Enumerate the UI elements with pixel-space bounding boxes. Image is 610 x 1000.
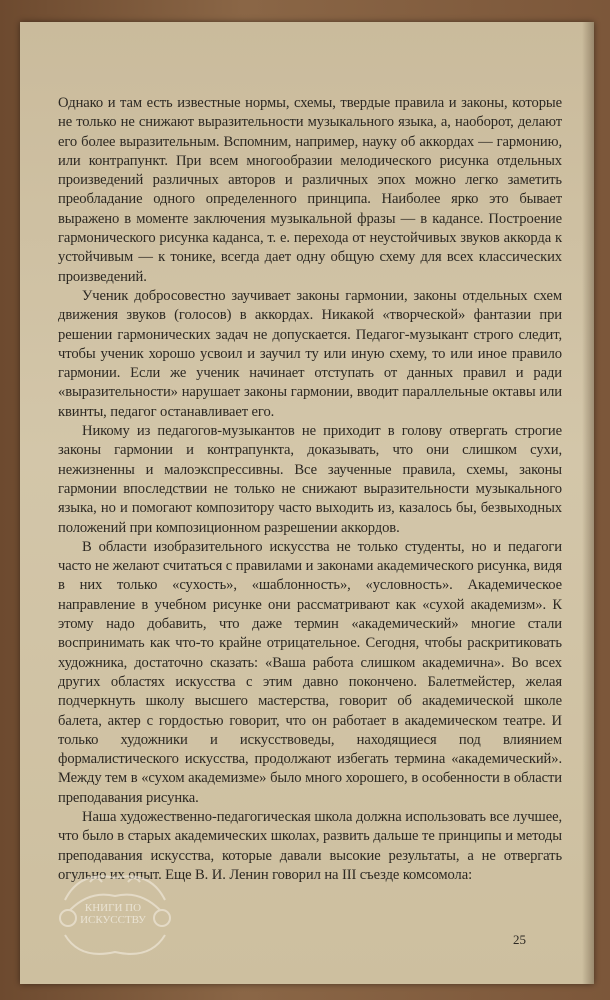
page-edge-shadow bbox=[582, 22, 594, 984]
paragraph-3: Никому из педагогов-музыкантов не приходит в голову отвергать строгие законы гармонии и контрапункта, доказывать, что они слишком сухи, нежизненны и малоэкспрессивны. Все заученные правила, схемы, законы гармонии впоследствии не только не снижают выразительности музыкального языка, но и помогают композитору часто выходить из, казалось бы, безвыходных положений при композиционном разрешении аккордов. bbox=[58, 423, 562, 536]
paragraph-2: Ученик добросовестно заучивает законы гармонии, законы отдельных схем движения звуков (голосов) в аккордах. Никакой «творческой» фантазии при решении гармонических задач не допускается. Педагог-музыкант строго следит, чтобы ученик хорошо усвоил и заучил ту или иную схему, то или иное правило гармонии. Если же ученик начинает отступать от данных правил и ради «выразительности» нарушает законы гармонии, вводит параллельные октавы или квинты, педагог останавливает его. bbox=[58, 287, 562, 420]
body-text bbox=[58, 94, 562, 885]
paragraph-1: Однако и там есть известные нормы, схемы, твердые правила и законы, которые не только не снижают выразительности музыкального языка, а, наоборот, делают его более выразительным. Вспомним, например, науку об аккордах — гармонию, или контрапункт. При всем многообразии мелодического рисунка отдельных произведений различных авторов и различных эпох можно легко заметить преобладание одного определенного принципа. Наиболее ярко это бывает выражено в моменте заключения музыкальной фразы — в кадансе. Построение гармонического рисунка каданса, т. е. перехода от неустойчивых звуков аккорда к устойчивым — к тонике, всегда дает одну общую схему для всех классических произведений. bbox=[58, 95, 562, 285]
paragraph-5: Наша художественно-педагогическая школа должна использовать все лучшее, что было в старых академических школах, развить дальше те принципы и методы преподавания искусства, которые давали высокие результаты, а не отвергать огульно их опыт. Еще В. И. Ленин говорил на III съезде комсомола: bbox=[58, 808, 562, 883]
page-number: 25 bbox=[513, 932, 526, 947]
watermark-text: КНИГИ ПО ИСКУССТВУ bbox=[80, 902, 146, 926]
paragraph-4: В области изобразительного искусства не только студенты, но и педагоги часто не желают считаться с правилами и законами академического рисунка, видя в них только «сухость», «шаблонность», «условность». Академическое направление в учебном рисунке они рассматривают как «сухой академизм». К этому надо добавить, что даже термин «академический» многие стали воспринимать как что-то крайне отрицательное. Сегодня, чтобы раскритиковать художника, достаточно сказать: «Ваша работа слишком академична». Во всех других областях искусства с этим давно покончено. Балетмейстер, желая подчеркнуть школу высшего мастерства, говорит об академической школе балета, актер с гордостью говорит, что он работает в академическом театре. И только художники и искусствоведы, находящиеся под влиянием формалистического искусства, продолжают избегать термина «академический». Между тем в «сухом академизме» было много хорошего, в особенности в области преподавания рисунка. bbox=[58, 538, 562, 806]
book-page bbox=[20, 22, 594, 984]
